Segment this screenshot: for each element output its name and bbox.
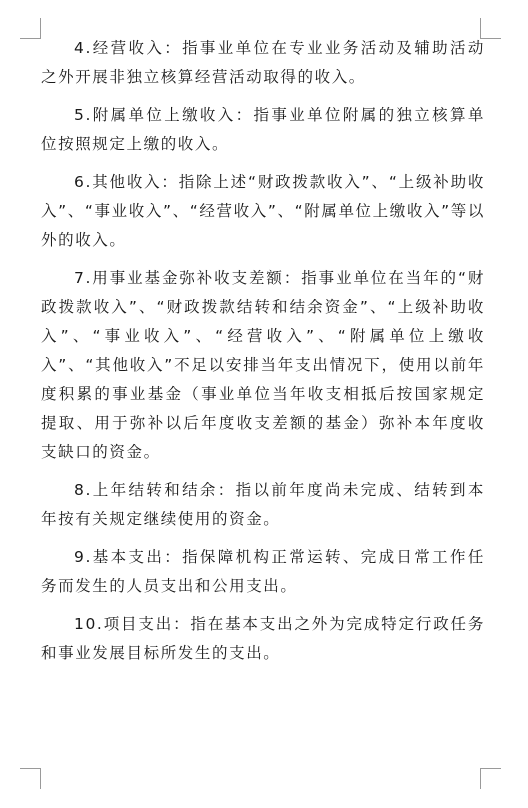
- paragraph-basic-expenditure: 9.基本支出：指保障机构正常运转、完成日常工作任务而发生的人员支出和公用支出。: [41, 548, 485, 595]
- paragraph-operating-income: 4.经营收入：指事业单位在专业业务活动及辅助活动之外开展非独立核算经营活动取得的收入。: [41, 39, 485, 86]
- paragraph-project-expenditure: 10.项目支出：指在基本支出之外为完成特定行政任务和事业发展目标所发生的支出。: [41, 615, 485, 662]
- paragraph-carryover: 8.上年结转和结余：指以前年度尚未完成、结转到本年按有关规定继续使用的资金。: [41, 481, 485, 528]
- document-body: [41, 34, 485, 677]
- crop-mark-bottom-left: [20, 768, 41, 789]
- crop-mark-bottom-right: [480, 768, 501, 789]
- crop-mark-top-left: [20, 18, 41, 39]
- paragraph-fund-offset: 7.用事业基金弥补收支差额：指事业单位在当年的“财政拨款收入”、“财政拨款结转和结余资金”、“上级补助收入”、“事业收入”、“经营收入”、“附属单位上缴收入”、“其他收入”不足以安排当年支出情况下，使用以前年度积累的事业基金（事业单位当年收支相抵后按国家规定提取、用于弥补以后年度收支差额的基金）弥补本年度收支缺口的资金。: [41, 269, 485, 461]
- paragraph-other-income: 6.其他收入：指除上述“财政拨款收入”、“上级补助收入”、“事业收入”、“经营收入”、“附属单位上缴收入”等以外的收入。: [41, 173, 485, 249]
- paragraph-subsidiary-remittance: 5.附属单位上缴收入：指事业单位附属的独立核算单位按照规定上缴的收入。: [41, 106, 485, 153]
